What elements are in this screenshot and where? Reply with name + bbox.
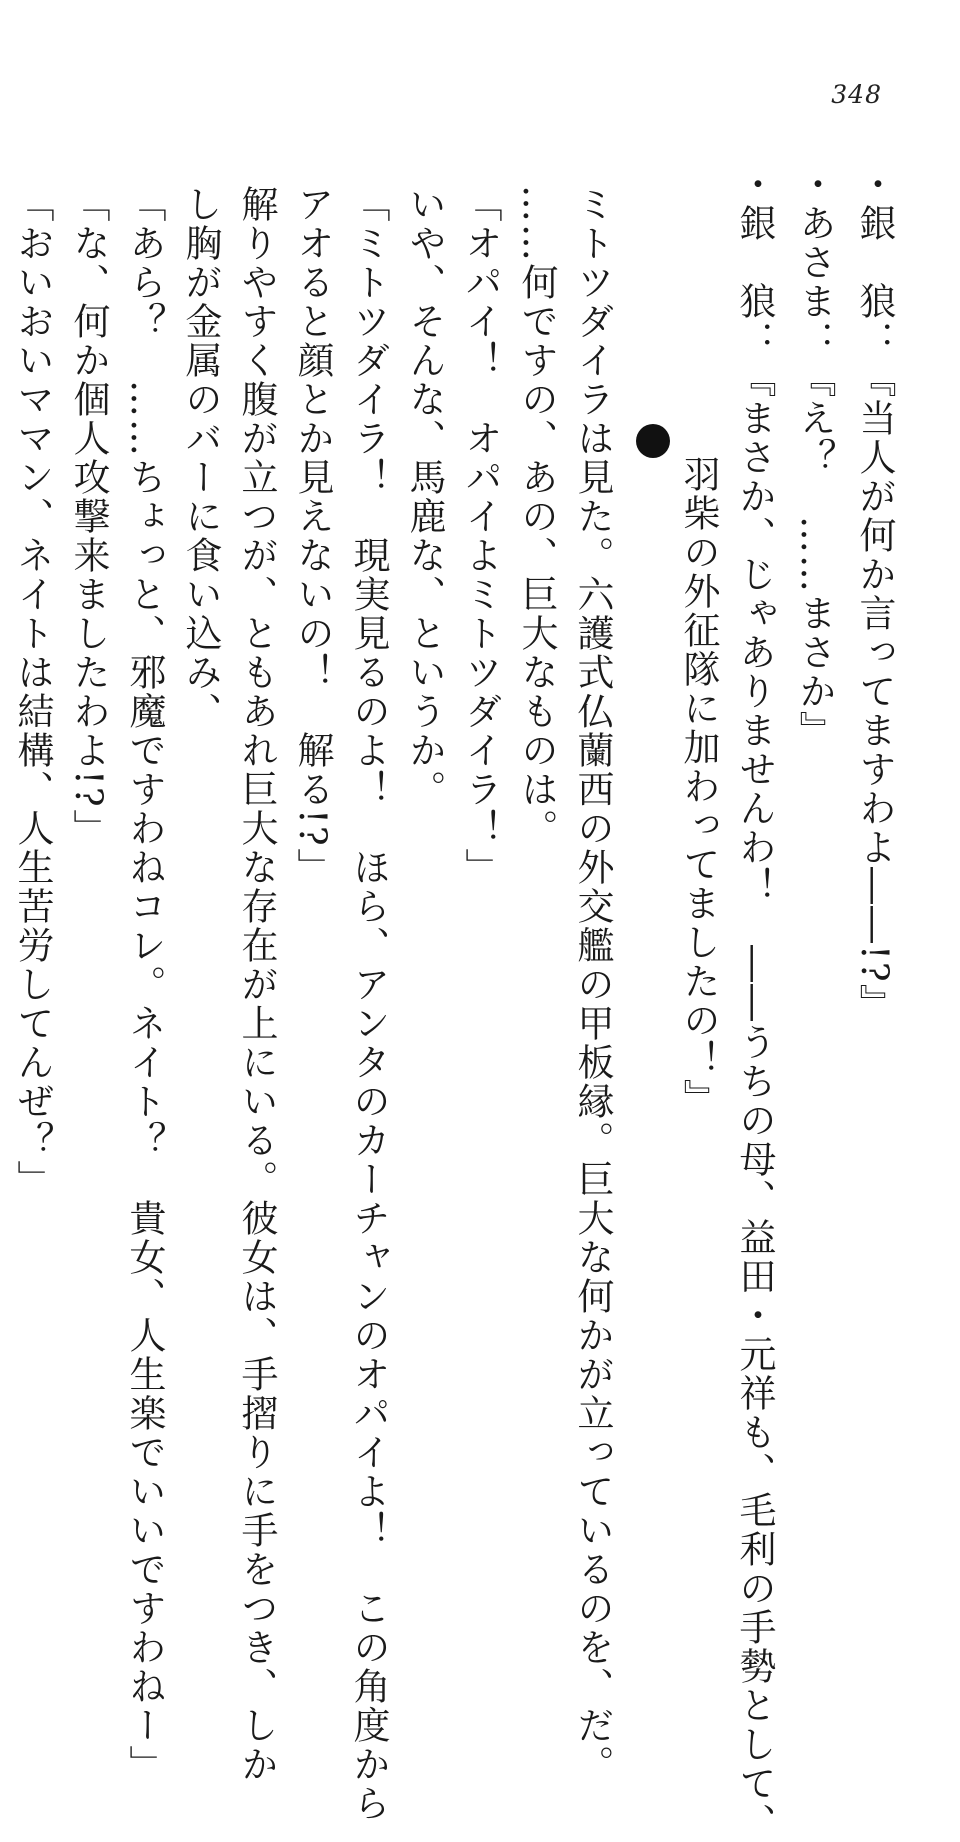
body-line: 解りやすく腹が立つが、ともあれ巨大な存在が上にいる。彼女は、手摺りに手をつき、しか — [235, 185, 278, 1784]
body-line: いや、そんな、馬鹿な、というか。 — [403, 185, 446, 809]
body-line: ミトツダイラは見た。六護式仏蘭西の外交艦の甲板縁。巨大な何かが立っているのを、だ。 — [571, 185, 614, 1784]
body-line: 「な、何か個人攻撃来ましたわよ!?」 — [67, 185, 110, 848]
page-number: 348 — [831, 80, 882, 109]
body-line: 「おいおいママン、ネイトは結構、人生苦労してんぜ？」 — [11, 185, 54, 1199]
body-line: アオると顔とか見えないの！ 解る!?」 — [291, 185, 334, 887]
dialogue-line: 羽柴の外征隊に加わってましたの！』 — [677, 455, 720, 1118]
body-line: 「あら？ ……ちょっと、邪魔ですわねコレ。ネイト？ 貴女、人生楽でいいですわねー」 — [123, 185, 166, 1784]
body-line: 「オパイ！ オパイよミトツダイラ！」 — [459, 185, 502, 887]
dialogue-line: ・銀 狼：『まさか、じゃありませんわ！ ――うちの母、益田・元祥も、毛利の手勢として、 — [733, 165, 776, 1842]
dialogue-line: ・銀 狼：『当人が何か言ってますわよ――!?』 — [853, 165, 896, 1023]
body-line: し胸が金属のバーに食い込み、 — [179, 185, 222, 731]
body-line: ……何ですの、あの、巨大なものは。 — [515, 185, 558, 848]
scene-break-dot — [636, 424, 670, 458]
body-line: 「ミトツダイラ！ 現実見るのよ！ ほら、アンタのカーチャンのオパイよ！ この角度から — [347, 185, 390, 1823]
dialogue-line: ・あさま：『え？ ……まさか』 — [793, 165, 836, 750]
